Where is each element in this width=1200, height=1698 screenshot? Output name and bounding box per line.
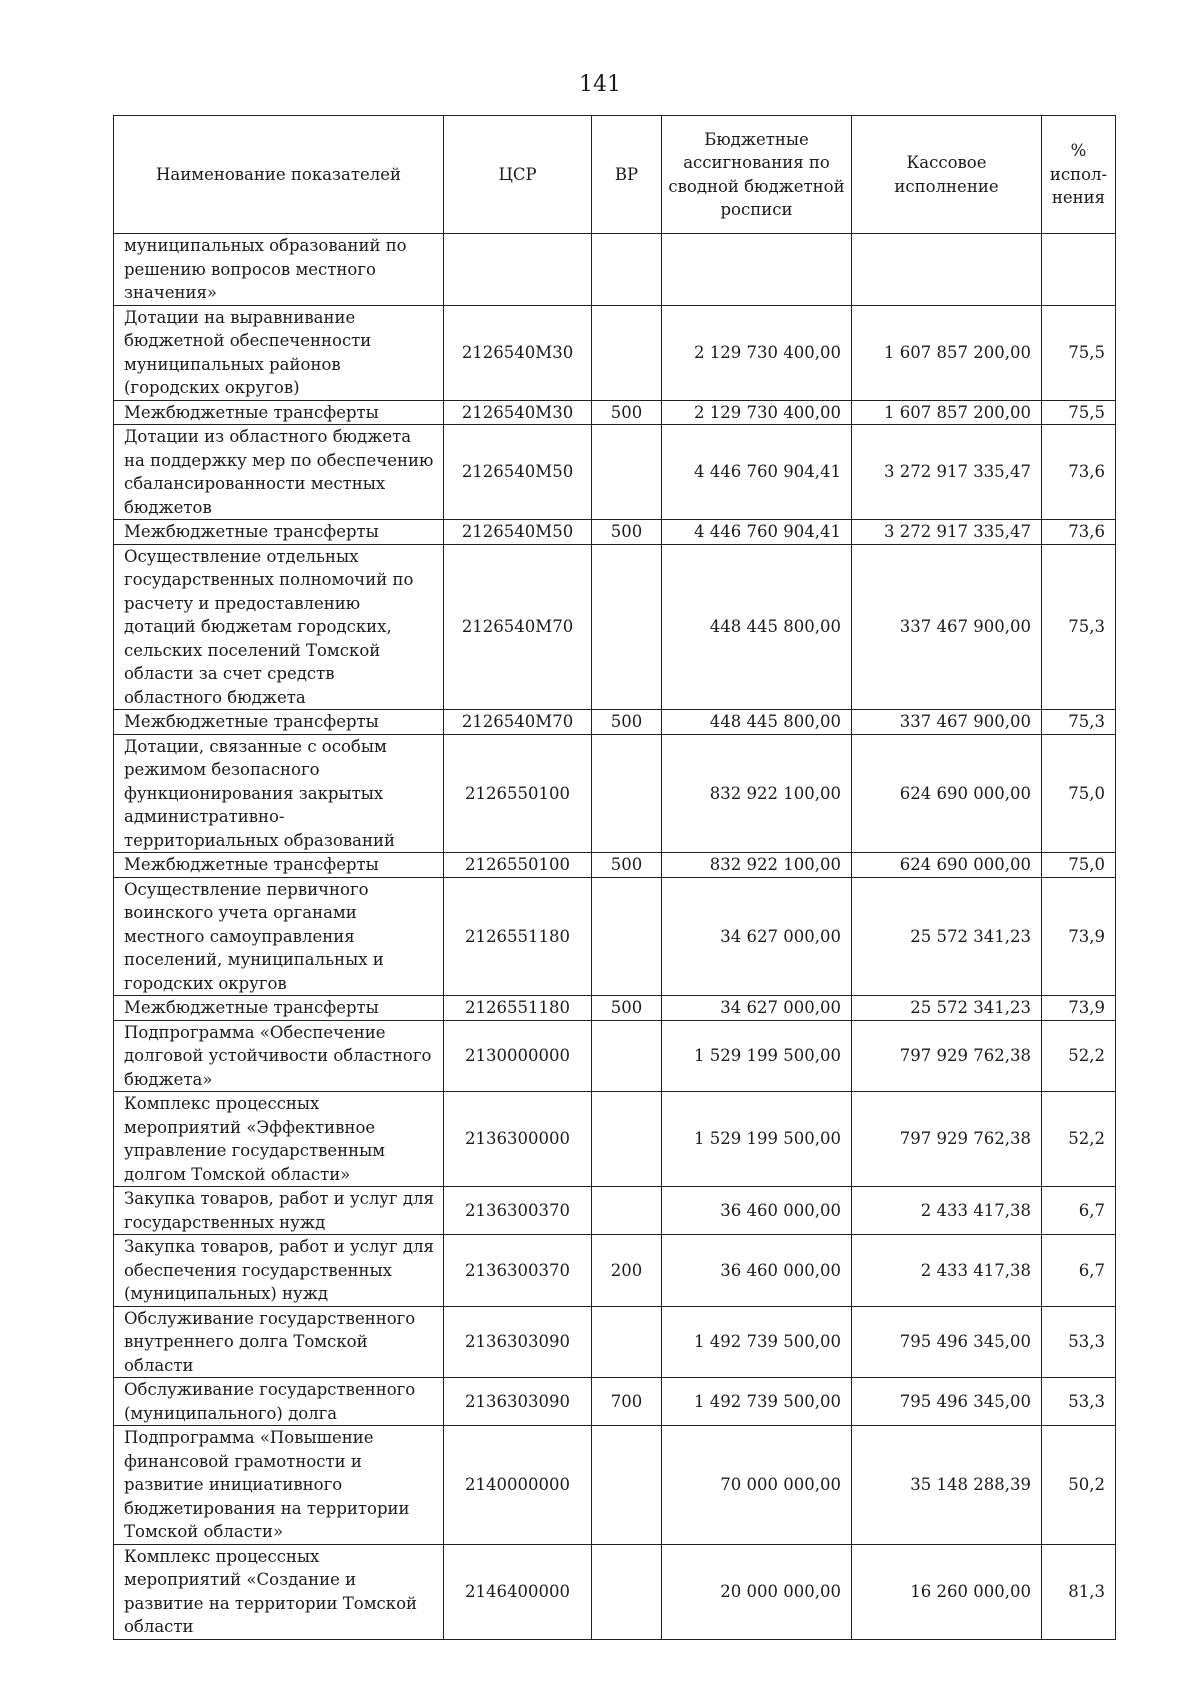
cell-csr: 2126540М70 [444, 710, 592, 735]
cell-percent: 52,2 [1042, 1020, 1116, 1092]
cell-budget: 4 446 760 904,41 [662, 425, 852, 520]
cell-executed: 624 690 000,00 [852, 734, 1042, 853]
cell-percent: 75,0 [1042, 734, 1116, 853]
cell-csr: 2126551180 [444, 996, 592, 1021]
cell-vr: 500 [592, 853, 662, 878]
cell-vr [592, 425, 662, 520]
cell-percent: 53,3 [1042, 1378, 1116, 1426]
cell-percent: 75,3 [1042, 710, 1116, 735]
cell-percent: 75,5 [1042, 400, 1116, 425]
cell-vr [592, 877, 662, 996]
cell-executed: 3 272 917 335,47 [852, 425, 1042, 520]
header-cash-execution: Кассовое исполнение [852, 116, 1042, 234]
cell-csr: 2136303090 [444, 1306, 592, 1378]
cell-budget: 2 129 730 400,00 [662, 400, 852, 425]
cell-csr: 2136300370 [444, 1235, 592, 1307]
cell-executed: 2 433 417,38 [852, 1187, 1042, 1235]
cell-name: Дотации из областного бюджета на поддержку мер по обеспечению сбалансированности местных бюджетов [114, 425, 444, 520]
cell-budget: 34 627 000,00 [662, 996, 852, 1021]
table-row [114, 1306, 1116, 1378]
cell-budget: 2 129 730 400,00 [662, 305, 852, 400]
cell-percent: 75,3 [1042, 544, 1116, 710]
table-row [114, 520, 1116, 545]
cell-name: Комплекс процессных мероприятий «Эффективное управление государственным долгом Томской области» [114, 1092, 444, 1187]
cell-percent: 6,7 [1042, 1235, 1116, 1307]
cell-name: Межбюджетные трансферты [114, 520, 444, 545]
cell-budget: 1 529 199 500,00 [662, 1092, 852, 1187]
cell-csr: 2146400000 [444, 1544, 592, 1639]
cell-name: Межбюджетные трансферты [114, 853, 444, 878]
cell-name: муниципальных образований по решению вопросов местного значения» [114, 234, 444, 306]
cell-percent: 73,6 [1042, 425, 1116, 520]
table-body [114, 234, 1116, 1640]
cell-percent: 50,2 [1042, 1426, 1116, 1545]
cell-executed: 795 496 345,00 [852, 1306, 1042, 1378]
cell-name: Закупка товаров, работ и услуг для обеспечения государственных (муниципальных) нужд [114, 1235, 444, 1307]
cell-vr: 500 [592, 400, 662, 425]
cell-csr: 2126540М30 [444, 400, 592, 425]
cell-percent: 73,9 [1042, 996, 1116, 1021]
cell-csr: 2136300370 [444, 1187, 592, 1235]
cell-vr: 700 [592, 1378, 662, 1426]
table-row [114, 734, 1116, 853]
page-number: 141 [579, 72, 621, 97]
cell-executed: 16 260 000,00 [852, 1544, 1042, 1639]
cell-budget: 20 000 000,00 [662, 1544, 852, 1639]
header-percent-execution: % испол-нения [1042, 116, 1116, 234]
cell-vr: 500 [592, 520, 662, 545]
cell-percent: 52,2 [1042, 1092, 1116, 1187]
cell-budget: 1 492 739 500,00 [662, 1378, 852, 1426]
cell-csr: 2136300000 [444, 1092, 592, 1187]
cell-name: Закупка товаров, работ и услуг для государственных нужд [114, 1187, 444, 1235]
cell-executed: 2 433 417,38 [852, 1235, 1042, 1307]
cell-name: Комплекс процессных мероприятий «Создание и развитие на территории Томской области [114, 1544, 444, 1639]
cell-executed: 337 467 900,00 [852, 710, 1042, 735]
cell-executed: 624 690 000,00 [852, 853, 1042, 878]
cell-budget: 448 445 800,00 [662, 710, 852, 735]
cell-vr [592, 305, 662, 400]
table-row [114, 710, 1116, 735]
cell-vr [592, 544, 662, 710]
cell-vr [592, 1187, 662, 1235]
cell-name: Межбюджетные трансферты [114, 400, 444, 425]
cell-percent: 73,6 [1042, 520, 1116, 545]
cell-executed: 1 607 857 200,00 [852, 305, 1042, 400]
table-row [114, 1020, 1116, 1092]
table-header-row [114, 116, 1116, 234]
cell-csr: 2126540М30 [444, 305, 592, 400]
table-row [114, 1235, 1116, 1307]
cell-percent [1042, 234, 1116, 306]
cell-csr: 2136303090 [444, 1378, 592, 1426]
cell-percent: 6,7 [1042, 1187, 1116, 1235]
cell-name: Осуществление отдельных государственных полномочий по расчету и предоставлению дотаций бюджетам городских, сельских поселений Томской области за счет средств областного бюджета [114, 544, 444, 710]
cell-executed: 35 148 288,39 [852, 1426, 1042, 1545]
cell-executed [852, 234, 1042, 306]
cell-csr: 2126550100 [444, 734, 592, 853]
cell-vr [592, 1020, 662, 1092]
cell-csr: 2126540М50 [444, 520, 592, 545]
cell-vr [592, 234, 662, 306]
cell-vr: 500 [592, 710, 662, 735]
cell-budget [662, 234, 852, 306]
cell-name: Осуществление первичного воинского учета органами местного самоуправления поселений, муниципальных и городских округов [114, 877, 444, 996]
header-name: Наименование показателей [114, 116, 444, 234]
cell-budget: 1 529 199 500,00 [662, 1020, 852, 1092]
cell-name: Межбюджетные трансферты [114, 710, 444, 735]
table-row [114, 1378, 1116, 1426]
cell-name: Дотации на выравнивание бюджетной обеспеченности муниципальных районов (городских округов) [114, 305, 444, 400]
header-csr: ЦСР [444, 116, 592, 234]
cell-percent: 75,0 [1042, 853, 1116, 878]
cell-vr [592, 1426, 662, 1545]
header-vr: ВР [592, 116, 662, 234]
cell-name: Дотации, связанные с особым режимом безопасного функционирования закрытых административно-территориальных образований [114, 734, 444, 853]
cell-vr [592, 1544, 662, 1639]
budget-execution-table [113, 115, 1116, 1640]
cell-budget: 70 000 000,00 [662, 1426, 852, 1545]
cell-executed: 25 572 341,23 [852, 877, 1042, 996]
table-row [114, 544, 1116, 710]
cell-csr: 2126550100 [444, 853, 592, 878]
table-row [114, 996, 1116, 1021]
cell-csr: 2130000000 [444, 1020, 592, 1092]
cell-executed: 25 572 341,23 [852, 996, 1042, 1021]
table-row [114, 234, 1116, 306]
cell-percent: 53,3 [1042, 1306, 1116, 1378]
table-row [114, 305, 1116, 400]
cell-csr: 2126540М50 [444, 425, 592, 520]
table-row [114, 1092, 1116, 1187]
cell-name: Обслуживание государственного (муниципального) долга [114, 1378, 444, 1426]
cell-csr [444, 234, 592, 306]
cell-budget: 36 460 000,00 [662, 1235, 852, 1307]
cell-csr: 2126551180 [444, 877, 592, 996]
table-row [114, 425, 1116, 520]
cell-budget: 4 446 760 904,41 [662, 520, 852, 545]
cell-vr: 200 [592, 1235, 662, 1307]
cell-vr [592, 1306, 662, 1378]
cell-name: Подпрограмма «Обеспечение долговой устойчивости областного бюджета» [114, 1020, 444, 1092]
cell-name: Обслуживание государственного внутреннего долга Томской области [114, 1306, 444, 1378]
table-row [114, 877, 1116, 996]
cell-vr [592, 734, 662, 853]
table-row [114, 853, 1116, 878]
cell-budget: 36 460 000,00 [662, 1187, 852, 1235]
cell-csr: 2126540М70 [444, 544, 592, 710]
cell-budget: 34 627 000,00 [662, 877, 852, 996]
table-row [114, 400, 1116, 425]
cell-csr: 2140000000 [444, 1426, 592, 1545]
cell-executed: 3 272 917 335,47 [852, 520, 1042, 545]
table-row [114, 1187, 1116, 1235]
cell-name: Межбюджетные трансферты [114, 996, 444, 1021]
cell-budget: 832 922 100,00 [662, 734, 852, 853]
cell-budget: 832 922 100,00 [662, 853, 852, 878]
header-budget-allocations: Бюджетные ассигнования по сводной бюджетной росписи [662, 116, 852, 234]
cell-executed: 795 496 345,00 [852, 1378, 1042, 1426]
cell-executed: 797 929 762,38 [852, 1092, 1042, 1187]
cell-vr: 500 [592, 996, 662, 1021]
cell-percent: 73,9 [1042, 877, 1116, 996]
cell-executed: 1 607 857 200,00 [852, 400, 1042, 425]
table-row [114, 1544, 1116, 1639]
cell-vr [592, 1092, 662, 1187]
cell-percent: 75,5 [1042, 305, 1116, 400]
table-row [114, 1426, 1116, 1545]
cell-percent: 81,3 [1042, 1544, 1116, 1639]
cell-name: Подпрограмма «Повышение финансовой грамотности и развитие инициативного бюджетирования на территории Томской области» [114, 1426, 444, 1545]
cell-executed: 337 467 900,00 [852, 544, 1042, 710]
cell-budget: 1 492 739 500,00 [662, 1306, 852, 1378]
cell-budget: 448 445 800,00 [662, 544, 852, 710]
cell-executed: 797 929 762,38 [852, 1020, 1042, 1092]
